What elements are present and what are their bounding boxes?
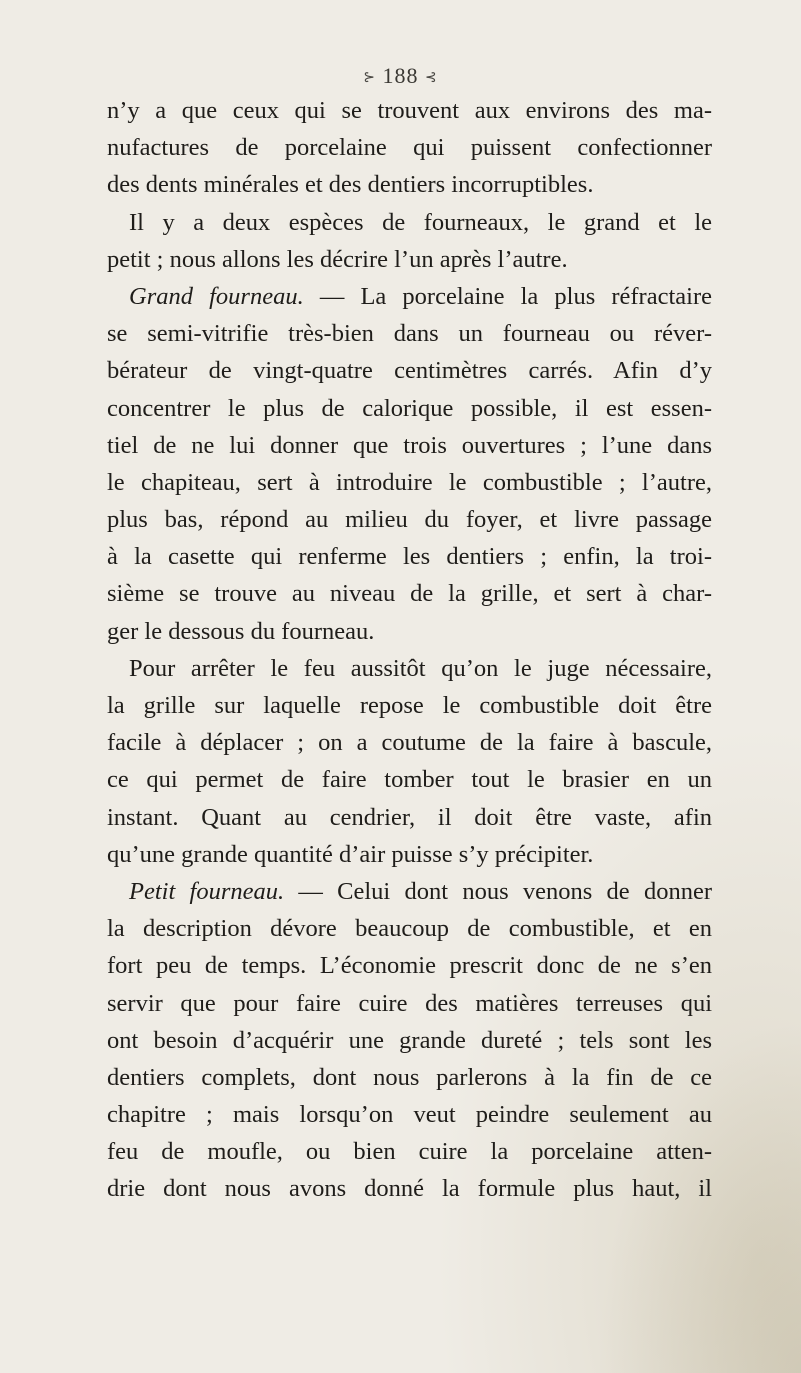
- text-line: [107, 1133, 712, 1170]
- text-line: [107, 985, 712, 1022]
- line-text: tiel de ne lui donner que trois ouvertures ; l’une dans: [107, 431, 712, 459]
- text-line: [107, 464, 712, 501]
- line-text: plus bas, répond au milieu du foyer, et livre passage: [107, 506, 712, 534]
- text-line: [107, 204, 712, 241]
- text-line: [107, 390, 712, 427]
- text-line: [107, 1059, 712, 1096]
- text-line: [107, 724, 712, 761]
- text-line: [107, 1022, 712, 1059]
- line-text: le chapiteau, sert à introduire le combustible ; l’autre,: [107, 468, 712, 496]
- line-text: drie dont nous avons donné la formule plus haut, il: [107, 1175, 712, 1203]
- page-header: [0, 63, 801, 89]
- line-text: petit ; nous allons les décrire l’un après l’autre.: [107, 245, 568, 273]
- line-text: Pour arrêter le feu aussitôt qu’on le juge nécessaire,: [129, 654, 712, 682]
- line-text: des dents minérales et des dentiers incorruptibles.: [107, 171, 594, 199]
- text-line: [107, 315, 712, 352]
- text-line: [107, 613, 712, 650]
- line-text: sième se trouve au niveau de la grille, et sert à char-: [107, 580, 712, 608]
- line-text: bérateur de vingt-quatre centimètres carrés. Afin d’y: [107, 357, 712, 385]
- line-text: feu de moufle, ou bien cuire la porcelaine atten-: [107, 1138, 712, 1166]
- text-line: [107, 427, 712, 464]
- text-line: [107, 1170, 712, 1207]
- text-line: [107, 538, 712, 575]
- line-text: la description dévore beaucoup de combustible, et en: [107, 915, 712, 943]
- line-text: ce qui permet de faire tomber tout le brasier en un: [107, 766, 712, 794]
- line-text: Il y a deux espèces de fourneaux, le grand et le: [129, 208, 712, 236]
- line-text: la grille sur laquelle repose le combustible doit être: [107, 692, 712, 719]
- line-text: fort peu de temps. L’économie prescrit donc de ne s’en: [107, 952, 712, 980]
- section-heading: Petit fourneau.: [129, 877, 285, 905]
- text-line: [107, 1096, 712, 1133]
- ornament-left-icon: ⊱: [363, 70, 376, 86]
- line-text: facile à déplacer ; on a coutume de la faire à bascule,: [107, 729, 712, 757]
- line-text: ger le dessous du fourneau.: [107, 617, 375, 645]
- text-line: [107, 910, 712, 947]
- line-text: à la casette qui renferme les dentiers ; enfin, la troi-: [107, 543, 712, 571]
- text-line: [107, 129, 712, 166]
- text-line: [107, 166, 712, 203]
- line-text: qu’une grande quantité d’air puisse s’y précipiter.: [107, 840, 594, 868]
- line-text: nufactures de porcelaine qui puissent confectionner: [107, 134, 712, 162]
- line-text: se semi-vitrifie très-bien dans un fourneau ou réver-: [107, 320, 712, 348]
- line-text: — La porcelaine la plus réfractaire: [303, 282, 712, 310]
- line-text: n’y a que ceux qui se trouvent aux environs des ma-: [107, 97, 712, 124]
- line-text: ont besoin d’acquérir une grande dureté ; tels sont les: [107, 1026, 712, 1054]
- section-heading: Grand fourneau.: [129, 282, 304, 310]
- text-line: [107, 836, 712, 873]
- text-line: [107, 687, 712, 724]
- text-line: [107, 352, 712, 389]
- text-line: [107, 575, 712, 612]
- page-number: 188: [382, 63, 419, 88]
- line-text: concentrer le plus de calorique possible, il est essen-: [107, 394, 712, 422]
- text-line: [107, 241, 712, 278]
- text-line: [107, 947, 712, 984]
- text-line: [107, 761, 712, 798]
- text-line: [107, 873, 712, 910]
- text-body: [107, 92, 712, 1208]
- text-line: [107, 650, 712, 687]
- text-line: [107, 92, 712, 129]
- text-line: [107, 278, 712, 315]
- text-line: [107, 501, 712, 538]
- line-text: instant. Quant au cendrier, il doit être vaste, afin: [107, 803, 712, 831]
- line-text: servir que pour faire cuire des matières terreuses qui: [107, 989, 712, 1017]
- line-text: chapitre ; mais lorsqu’on veut peindre seulement au: [107, 1101, 712, 1129]
- line-text: — Celui dont nous venons de donner: [284, 877, 712, 905]
- text-line: [107, 799, 712, 836]
- line-text: dentiers complets, dont nous parlerons à la fin de ce: [107, 1063, 712, 1091]
- ornament-right-icon: ⊰: [425, 70, 438, 86]
